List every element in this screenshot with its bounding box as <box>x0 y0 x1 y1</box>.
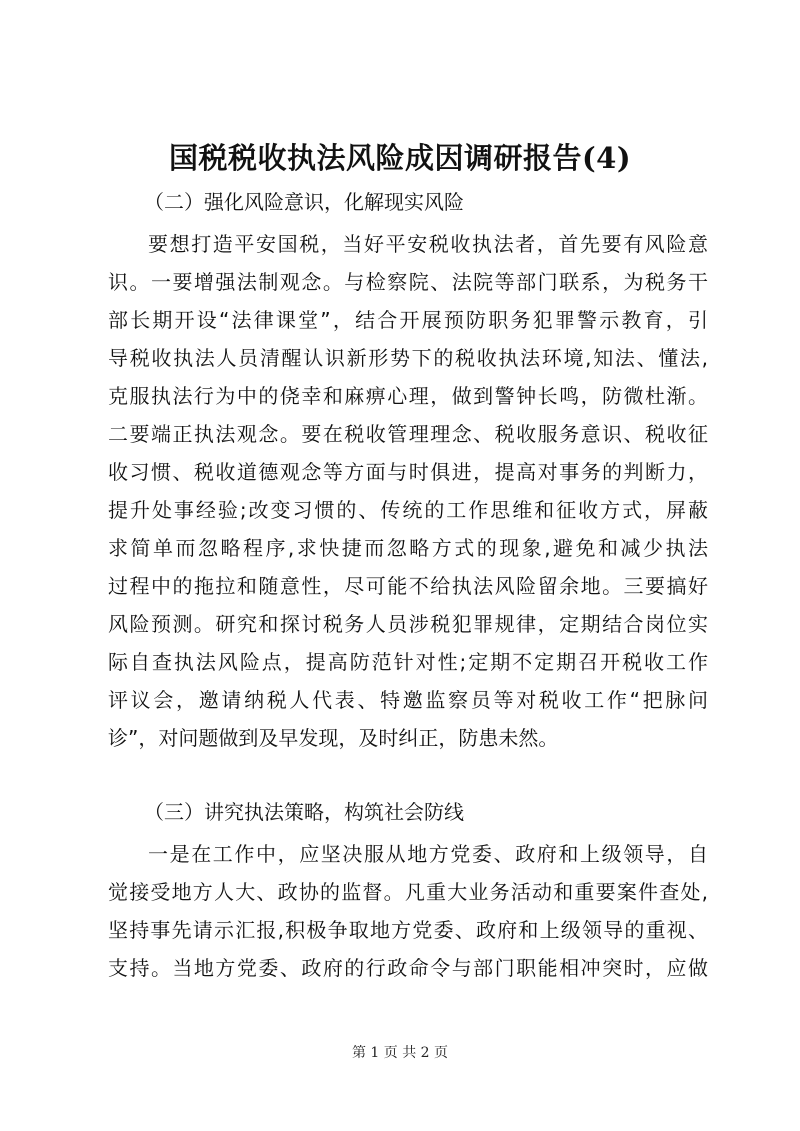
paragraph-line: 评议会，邀请纳税人代表、特邀监察员等对税收工作“把脉问 <box>108 688 708 712</box>
paragraph-line: 部长期开设“法律课堂”，结合开展预防职务犯罪警示教育，引 <box>108 308 708 332</box>
paragraph-line: 导税收执法人员清醒认识新形势下的税收执法环境,知法、懂法, <box>108 346 708 370</box>
paragraph-line: 坚持事先请示汇报,积极争取地方党委、政府和上级领导的重视、 <box>108 918 708 942</box>
paragraph-line: 过程中的拖拉和随意性，尽可能不给执法风险留余地。三要搞好 <box>108 574 708 598</box>
document-title: 国税税收执法风险成因调研报告(4) <box>168 141 632 175</box>
paragraph-line: 际自查执法风险点，提高防范针对性;定期不定期召开税收工作 <box>108 650 708 674</box>
paragraph-line: 觉接受地方人大、政协的监督。凡重大业务活动和重要案件查处, <box>108 880 708 904</box>
paragraph-line: 一是在工作中，应坚决服从地方党委、政府和上级领导，自 <box>148 842 708 866</box>
section-heading-3: （三）讲究执法策略，构筑社会防线 <box>144 800 464 824</box>
paragraph-line: 二要端正执法观念。要在税收管理理念、税收服务意识、税收征 <box>108 422 708 446</box>
paragraph-line: 提升处事经验;改变习惯的、传统的工作思维和征收方式，屏蔽 <box>108 498 708 522</box>
paragraph-line: 风险预测。研究和探讨税务人员涉税犯罪规律，定期结合岗位实 <box>108 612 708 636</box>
page-footer: 第 1 页 共 2 页 <box>351 1045 449 1061</box>
paragraph-line: 收习惯、税收道德观念等方面与时俱进，提高对事务的判断力， <box>108 460 708 484</box>
paragraph-line: 克服执法行为中的侥幸和麻痹心理，做到警钟长鸣，防微杜渐。 <box>108 384 708 408</box>
paragraph-line: 要想打造平安国税，当好平安税收执法者，首先要有风险意 <box>148 232 708 256</box>
paragraph-line: 支持。当地方党委、政府的行政命令与部门职能相冲突时，应做 <box>108 956 708 980</box>
paragraph-line: 求简单而忽略程序,求快捷而忽略方式的现象,避免和减少执法 <box>108 536 708 560</box>
paragraph-line: 识。一要增强法制观念。与检察院、法院等部门联系，为税务干 <box>108 270 708 294</box>
section-heading-2: （二）强化风险意识，化解现实风险 <box>144 190 464 214</box>
paragraph-line: 诊”，对问题做到及早发现，及时纠正，防患未然。 <box>108 726 559 750</box>
